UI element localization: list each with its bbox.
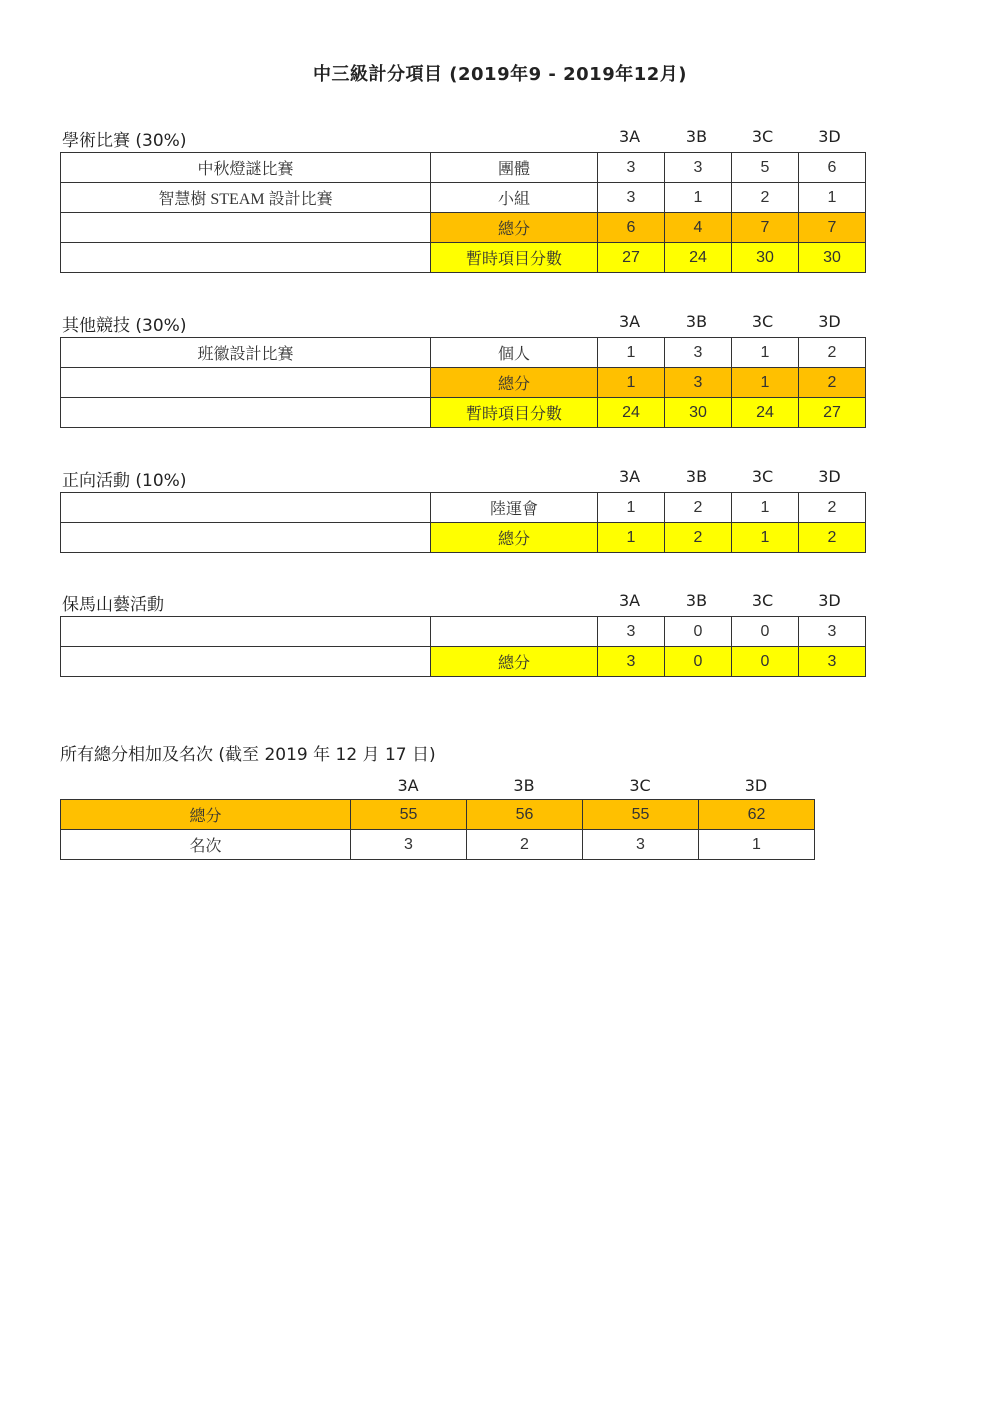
section-header [60,464,866,492]
activity-type: 團體 [431,153,598,183]
score-3c: 7 [732,213,799,243]
summary-table [60,799,815,860]
class-header-3c: 3C [751,127,774,146]
table-row [61,398,866,428]
summary-header-3d: 3D [744,776,768,795]
class-header-3d: 3D [818,127,841,146]
score-3a: 24 [598,398,665,428]
activity-name [61,617,431,647]
total-3a: 55 [351,800,467,830]
row-label: 總分 [431,523,598,553]
activity-name: 中秋燈謎比賽 [61,153,431,183]
score-3d: 2 [799,493,866,523]
table-row [61,183,866,213]
summary-label: 所有總分相加及名次 (截至 2019 年 12 月 17 日) [60,745,436,765]
class-header-3a: 3A [618,312,641,331]
score-3b: 3 [665,338,732,368]
score-3c: 0 [732,647,799,677]
activity-name [61,493,431,523]
activity-name [61,523,431,553]
table-row [61,243,866,273]
score-3b: 2 [665,523,732,553]
rank-3b: 2 [467,830,583,860]
score-3d: 2 [799,523,866,553]
class-header-3b: 3B [685,312,708,331]
activity-type: 個人 [431,338,598,368]
score-3a: 1 [598,368,665,398]
score-3d: 6 [799,153,866,183]
class-header-3a: 3A [618,467,641,486]
activity-name: 班徽設計比賽 [61,338,431,368]
section-label: 保馬山藝活動 [62,595,164,615]
rank-3a: 3 [351,830,467,860]
page-title: 中三級計分項目 (2019年9 - 2019年12月) [313,64,687,85]
row-label: 總分 [431,213,598,243]
activity-name [61,398,431,428]
class-header-3a: 3A [618,591,641,610]
score-3b: 30 [665,398,732,428]
class-header-3b: 3B [685,467,708,486]
score-3c: 5 [732,153,799,183]
class-header-3b: 3B [685,127,708,146]
section-header [60,588,866,616]
score-3c: 30 [732,243,799,273]
score-3a: 1 [598,338,665,368]
score-3d: 3 [799,617,866,647]
section-header [60,124,866,152]
score-3b: 3 [665,368,732,398]
score-table [60,152,866,273]
section-academic [60,124,866,273]
section-arts-activities [60,588,866,677]
score-3a: 3 [598,647,665,677]
total-3c: 55 [583,800,699,830]
section-label: 其他競技 (30%) [62,316,187,336]
score-3b: 0 [665,647,732,677]
score-3c: 2 [732,183,799,213]
score-3b: 2 [665,493,732,523]
score-3b: 3 [665,153,732,183]
activity-type [431,617,598,647]
score-3d: 2 [799,368,866,398]
score-3c: 1 [732,523,799,553]
score-3a: 6 [598,213,665,243]
score-3c: 0 [732,617,799,647]
table-row [61,830,815,860]
table-row [61,493,866,523]
score-3d: 3 [799,647,866,677]
rank-3c: 3 [583,830,699,860]
score-table [60,337,866,428]
score-3c: 24 [732,398,799,428]
row-label: 暫時項目分數 [431,398,598,428]
score-3d: 30 [799,243,866,273]
class-header-3d: 3D [818,467,841,486]
score-3a: 27 [598,243,665,273]
class-header-3d: 3D [818,312,841,331]
score-table [60,616,866,677]
activity-name [61,368,431,398]
section-positive-activities [60,464,866,553]
activity-name [61,213,431,243]
score-3a: 1 [598,493,665,523]
section-other-competitions [60,309,866,428]
activity-name [61,647,431,677]
table-row [61,338,866,368]
row-label: 總分 [431,368,598,398]
class-header-3c: 3C [751,467,774,486]
score-3b: 1 [665,183,732,213]
score-3b: 0 [665,617,732,647]
row-label: 暫時項目分數 [431,243,598,273]
section-header [60,309,866,337]
table-row [61,213,866,243]
row-label: 總分 [61,800,351,830]
score-3a: 3 [598,183,665,213]
activity-name [61,243,431,273]
class-header-3d: 3D [818,591,841,610]
score-3b: 24 [665,243,732,273]
activity-type: 陸運會 [431,493,598,523]
row-label: 總分 [431,647,598,677]
class-header-3c: 3C [751,591,774,610]
summary-header-3b: 3B [513,776,535,795]
score-3d: 7 [799,213,866,243]
activity-name: 智慧樹 STEAM 設計比賽 [61,183,431,213]
summary-header-3a: 3A [397,776,419,795]
table-row [61,523,866,553]
activity-type: 小組 [431,183,598,213]
score-3a: 3 [598,153,665,183]
score-3d: 2 [799,338,866,368]
score-3d: 1 [799,183,866,213]
score-table [60,492,866,553]
total-3b: 56 [467,800,583,830]
section-label: 正向活動 (10%) [62,471,187,491]
rank-3d: 1 [699,830,815,860]
class-header-3a: 3A [618,127,641,146]
score-3c: 1 [732,338,799,368]
table-row [61,368,866,398]
score-3a: 3 [598,617,665,647]
table-row [61,647,866,677]
table-row [61,617,866,647]
score-3c: 1 [732,493,799,523]
table-row [61,800,815,830]
section-label: 學術比賽 (30%) [62,131,187,151]
score-3a: 1 [598,523,665,553]
table-row [61,153,866,183]
row-label: 名次 [61,830,351,860]
score-3b: 4 [665,213,732,243]
class-header-3c: 3C [751,312,774,331]
score-3d: 27 [799,398,866,428]
class-header-3b: 3B [685,591,708,610]
score-3c: 1 [732,368,799,398]
summary-header-3c: 3C [629,776,651,795]
total-3d: 62 [699,800,815,830]
